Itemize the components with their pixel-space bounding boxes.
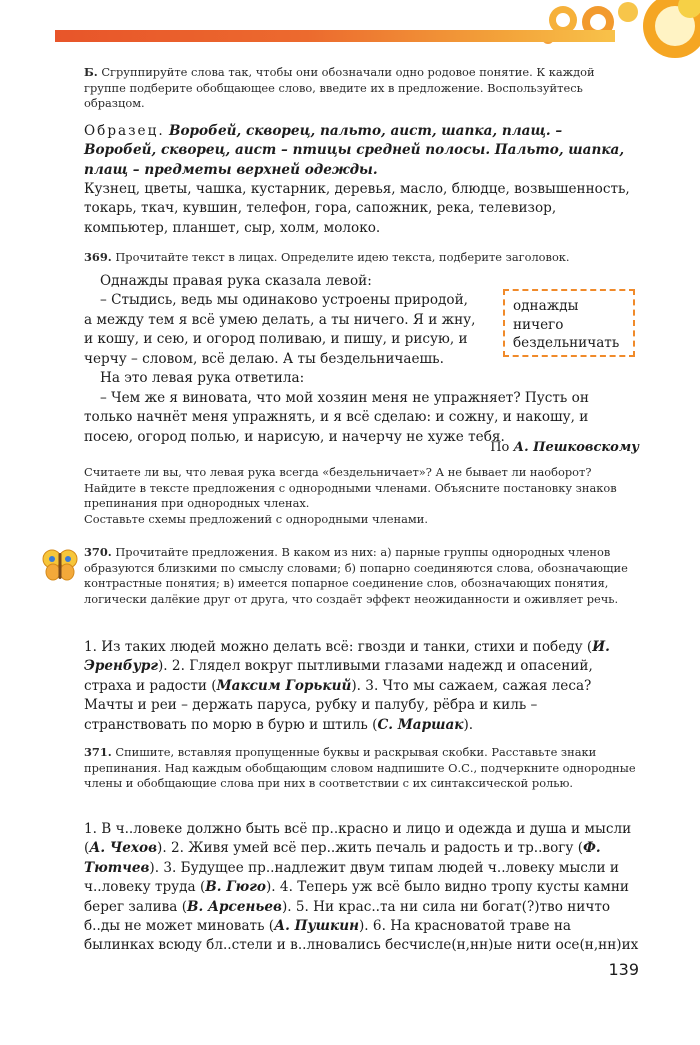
deco-circle	[590, 14, 606, 30]
ex369-answer: – Чем же я виновата, что мой хозяин меня не упражняет? Пусть он только начнёт меня упражнять, и я всё сделаю: и сожну, и накошу, и посею, огород полью, и нарисую, и начерчу не хуже тебя.	[84, 390, 589, 445]
source-attribution: По А. Пешковскому	[490, 440, 639, 455]
section-b-words: Кузнец, цветы, чашка, кустарник, деревья, масло, блюдце, возвышенность, токарь, ткач, кувшин, телефон, гора, сапожник, река, телевизор, компьютер, планшет, сыр, холм, молоко.	[84, 181, 630, 236]
deco-circle	[618, 2, 638, 22]
ex370-task: 370. Прочитайте предложения. В каком из них: а) парные группы однородных членов образуются близкими по смыслу словами; б) попарно соединяются слова, обозначающие контрастные понятия; в) имеется попарное соединение слов, обозначающих понятия, логически далёкие друг от друга, что создаёт эффект неожиданности и оживляет речь.	[84, 545, 628, 606]
ex370-sentences: 1. Из таких людей можно делать всё: гвозди и танки, стихи и победу (И. Эренбург). 2. Глядел вокруг пытливыми глазами надежд и опасений, страха и радости (Максим Горький). 3. Что мы сажаем, сажая леса? Мачты и реи – держать паруса, рубку и палубу, рёбра и киль – странствовать по морю в бурю и штиль (С. Маршак).	[84, 639, 610, 733]
page-number: 139	[608, 960, 639, 979]
ex371-sentences: 1. В ч..ловеке должно быть всё пр..красно и лицо и одежда и душа и мысли (А. Чехов). 2. Живя умей всё пер..жить печаль и радость и тр..вогу (Ф. Тютчев). 3. Будущее пр..надлежит двум типам людей ч..ловеку мысли и ч..ловеку труда (В. Гюго). 4. Теперь уж всё было видно тропу кусты камни берег залива (В. Арсеньев). 5. Ни крас..та ни сила ни богат(?)тво ничто б..ды не может миновать (А. Пушкин). 6. На красноватой траве на былинках всюду бл..стели и в..лновались бесчисле(н,нн)ые нити осе(н,нн)их	[84, 821, 639, 954]
ex369-task: 369. Прочитайте текст в лицах. Определите идею текста, подберите заголовок.	[84, 250, 570, 264]
deco-circle	[556, 13, 570, 27]
vocab-word: бездельничать	[513, 335, 620, 352]
ex369-questions: Считаете ли вы, что левая рука всегда «бездельничает»? А не бывает ли наоборот? Найдите в тексте предложения с однородными членами. Объясните постановку знаков препинания при однородных членах. Составьте схемы предложений с однородными членами.	[84, 465, 617, 526]
vocab-word: однажды	[513, 298, 579, 314]
vocabulary-box	[503, 289, 635, 357]
ex371-task: 371. Спишите, вставляя пропущенные буквы и раскрывая скобки. Расставьте знаки препинания. Над каждым обобщающим словом надпишите О.С., подчеркните однородные члены и обобщающие слова при них в соответствии с их синтаксической ролью.	[84, 745, 636, 791]
vocab-word: ничего	[513, 316, 564, 333]
ex369-dialog: Однажды правая рука сказала левой: – Стыдись, ведь мы одинаково устроены природой, а между тем я всё умею делать, а ты ничего. Я и жну, и кошу, и сею, и огород поливаю, и пишу, и рисую, и черчу – словом, всё делаю. А ты бездельничаешь. На это левая рука ответила:	[84, 273, 476, 387]
section-b-task: Б. Сгруппируйте слова так, чтобы они обозначали одно родовое понятие. К каждой группе подберите обобщающее слово, введите их в предложение. Воспользуйтесь образцом.	[84, 65, 595, 111]
header-bar	[55, 30, 615, 42]
section-b-sample: Образец. Воробей, скворец, пальто, аист, шапка, плащ. – Воробей, скворец, аист – птицы средней полосы. Пальто, шапка, плащ – предметы верхней одежды.	[84, 123, 625, 178]
butterfly-icon	[42, 548, 78, 582]
